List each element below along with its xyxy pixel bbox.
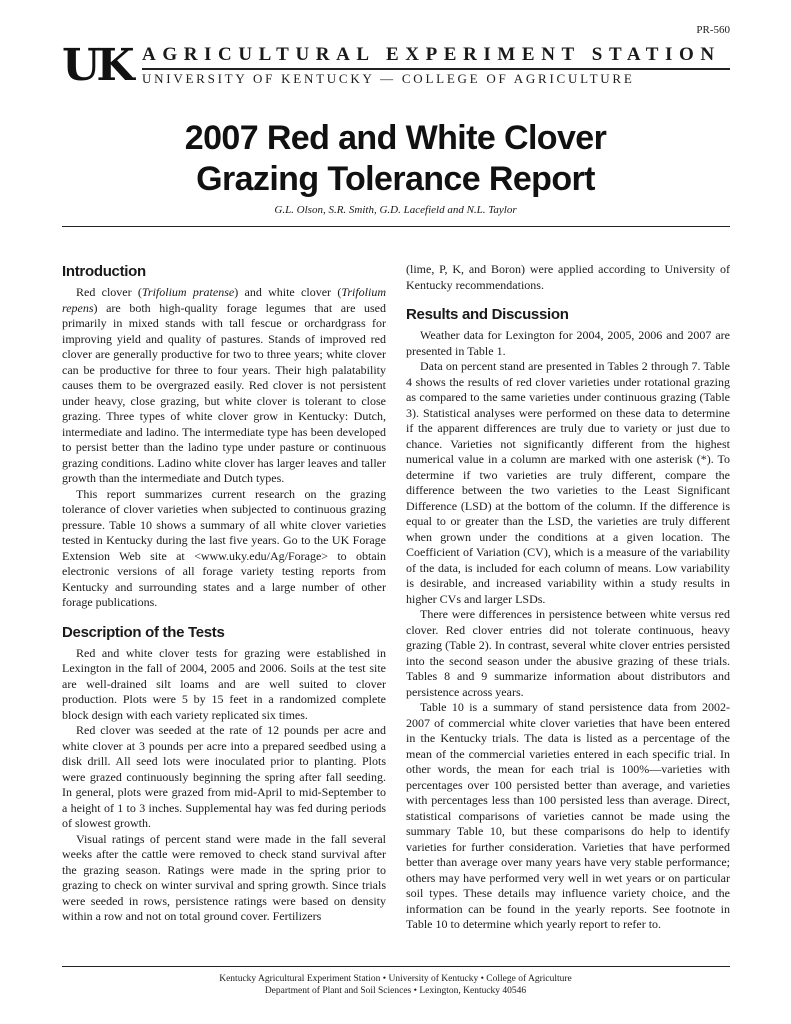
footer-divider [62,966,730,967]
results-paragraph-4: Table 10 is a summary of stand persistence data from 2002-2007 of commercial white clover varieties that have been entered in the Kentucky trials. The data is listed as a percentage of the mean of the commercial varieties entered in each specific trial. In other words, the mean for each trial is 100%—varieties with percentages over 100 persisted better than average, and varieties with percentages less than 100 persisted less than average. Direct, statistical comparisons of varieties cannot be made using the summary Table 10, but these comparisons do help to identify varieties for further consideration. Varieties that have performed better than average over many years have very stable performance; others may have performed very well in wet years or on particular soil types. These details may influence variety choice, and the information can be found in the yearly reports. See footnote in Table 10 to determine which yearly report to refer to. [406,700,730,931]
uk-logo-letters: UK [62,40,131,91]
uk-logo [62,40,136,91]
continued-paragraph: (lime, P, K, and Boron) were applied according to University of Kentucky recommendations. [406,262,730,292]
intro-text-c: ) are both high-quality forage legumes that are used primarily in mixed stands with tall fescue or orchardgrass for improving yield and quality of pastures. Stands of improved red clover are generally productive for two to three years; white clover can be productive for three to four years. Their high palatability causes them to be overgrazed easily. Red clover is not persistent under heavy, close grazing, but white clover is tolerant to close grazing. Three types of white clover grow in Kentucky: Dutch, intermediate and ladino. The intermediate type has been developed to persist better than the ladino type under pasture or continuous grazing conditions. Ladino white clover has larger leaves and taller growth than the intermediate and Dutch types. [62,300,386,485]
results-paragraph-2: Data on percent stand are presented in Tables 2 through 7. Table 4 shows the results of red clover varieties under rotational grazing as compared to the same varieties under continuous grazing (Table 3). Statistical analyses were performed on these data to determine if the apparent differences are truly due to variety or just due to chance. Varieties not significantly different from the highest numerical value in a column are marked with one asterisk (*). To determine if two varieties are truly different, compare the difference between the two varieties to the Least Significant Difference (LSD) at the bottom of the column. If the difference is equal to or greater than the LSD, the varieties are truly different when grown under the conditions at a given location. The Coefficient of Variation (CV), which is a measure of the variability of the data, is included for each column of means. Low variability is desirable, and increased variability within a study results in higher CVs and larger LSDs. [406,359,730,606]
left-column [62,262,386,925]
intro-paragraph-2: This report summarizes current research on the grazing tolerance of clover varieties when subjected to continuous grazing pressure. Table 10 shows a summary of all white clover varieties tested in Kentucky during the last five years. Go to the UK Forage Extension Web site at <www.uky.edu/Ag/Forage> to obtain electronic versions of all forage variety testing reports from Kentucky and surrounding states and a large number of other forage publications. [62,486,386,609]
report-number: PR-560 [696,24,730,36]
intro-text-a: Red clover ( [76,285,142,299]
title-line-2: Grazing Tolerance Report [196,160,595,198]
description-paragraph-3: Visual ratings of percent stand were made in the fall several weeks after the cattle were removed to check stand survival after the grazing season. Ratings were made in the spring prior to grazing to check on winter survival and spring growth. Since trials were seeded in rows, persistence ratings were based on density within a row and not on total ground cover. Fertilizers [62,831,386,923]
results-paragraph-3: There were differences in persistence between white versus red clover. Red clover entries did not tolerate continuous, heavy grazing (Table 2). In contrast, several white clover entries persisted into the second season under the abusive grazing of these trials. Tables 8 and 9 summarize information about distributors and persistence across years. [406,607,730,699]
report-title [0,118,791,200]
title-line-1: 2007 Red and White Clover [184,119,607,157]
masthead-rule [142,68,730,70]
results-heading: Results and Discussion [406,306,569,323]
station-name: AGRICULTURAL EXPERIMENT STATION [142,44,721,65]
footer-line-2: Department of Plant and Soil Sciences • Lexington, Kentucky 40546 [264,986,527,996]
species-red-clover: Trifolium pratense [141,285,235,299]
description-paragraph-2: Red clover was seeded at the rate of 12 pounds per acre and white clover at 3 pounds per acre into a prepared seedbed using a disk drill. All seed lots were inoculated prior to planting. Plots were grazed continuously beginning the spring after fall seeding. In general, plots were grazed from mid-April to mid-September to a height of 1 to 3 inches. Supplemental hay was fed during periods of slowest growth. [62,723,386,830]
introduction-heading: Introduction [62,263,146,280]
authors: G.L. Olson, S.R. Smith, G.D. Lacefield and N.L. Taylor [274,204,517,216]
species-white-clover: Trifolium repens [62,285,387,315]
results-paragraph-1: Weather data for Lexington for 2004, 2005, 2006 and 2007 are presented in Table 1. [406,328,730,358]
footer [0,973,791,997]
college-name: UNIVERSITY OF KENTUCKY — COLLEGE OF AGRICULTURE [142,71,635,86]
masthead [62,40,730,91]
header-divider [62,226,730,227]
intro-paragraph-1 [62,285,386,487]
description-heading: Description of the Tests [62,623,225,641]
right-column [406,262,730,933]
intro-text-b: ) and white clover ( [234,285,342,299]
footer-line-1: Kentucky Agricultural Experiment Station • University of Kentucky • College of Agriculture [219,974,572,984]
description-paragraph-1: Red and white clover tests for grazing were established in Lexington in the fall of 2004, 2005 and 2006. Soils at the test site are well-drained silt loams and are well suited to clover production. Plots were 5 by 15 feet in a randomized complete block design with each variety replicated six times. [62,645,386,722]
